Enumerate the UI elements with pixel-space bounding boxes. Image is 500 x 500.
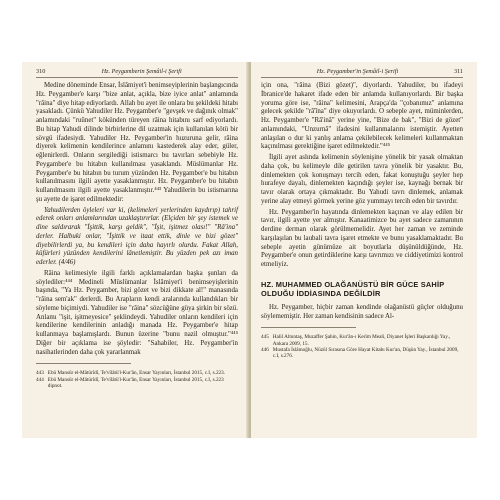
right-page-header: [261, 68, 463, 78]
left-page-number: 310: [36, 68, 46, 75]
footnote-446: 446 Mustafa İslâmoğlu, Nüzûl Sırasına Göre Hayat Kitabı Kur'an, Düşün Yay., İstanbul 2009, c.I, s.276.: [261, 346, 459, 360]
footnote-443: 443 Ebû Mansûr el-Mâtürîdî, Te'vîlâtü'l-Kur'ân, Ensar Yayınları, İstanbul 2015, c.I, s.223.: [36, 370, 226, 377]
left-page: [22, 62, 248, 438]
left-paragraph-3: Râina kelimesiyle ilgili farklı açıklamalardan başka şunları da söylediler:⁴⁴⁴ Medineli Müslümanlar İslâmiyet'i benimseyişlerinin başında, "Ya Hz. Peygamber, bizi gözet ve bizi dikkate al!" manasında "râina sem'ak" derlerdi. Bu Arapların kendi aralarında kullandıkları bir söyleme biçimiydi. Yahudiler ise "râina" sözcüğüne güya şirkin bir sözü. Anlamı "işit, işitmeyesice" şeklindeydi. Yahudiler onların kendileri için kendilerine kendilerinin anladığı manada Hz. Peygamber'e hitap kullanmaya başlamışlardı. Bunun üzerine "bunu nazil olmuştur."⁴⁴⁵ Diğer bir açıklama ise şöyledir: "Sahabiler, Hz. Peygamber'in nasihatlerinden daha çok yararlanmak: [36, 269, 238, 356]
left-page-header: [36, 68, 238, 78]
left-footnotes: [36, 370, 238, 389]
right-paragraph-4: Hz. Peygamber, hiçbir zaman kendinde olağanüstü güçler olduğunu söylememiştir. Her zaman kendisinin sadece Al-: [261, 303, 463, 320]
right-paragraph-3: Hz. Peygamber'in hayatında dinlemekten kaçınan ve alay edilen bir tavır, ilgili ayette yer almıştır. Kanaatimizce bu ayet sadece zamanının derdine derman olarak görülmemelidir. Ayet her zaman ve zeminde karşılaşılan bu laubali tavra işaret etmekte ve bunu yasaklamaktadır. Bu sebeple ayetin günümüze ait boyutlarla düşünüldüğünde, Hz. Peygamber'e onun getirdiklerine karşı tavrımızı ve ciddiyetimizi kontrol etmeliyiz.: [261, 208, 463, 268]
right-page-number: 311: [453, 68, 463, 75]
footnote-445: 445 Halil Altuntaş, Muzaffer Şahin, Kur'ân-ı Kerîm Meali, Diyanet İşleri Başkanlığı Yay., Ankara 2009, 15.: [261, 334, 451, 347]
left-paragraph-1: Medine döneminde Ensar, İslâmiyet'i benimseyiplerinin başlangıcında Hz. Peygamber'e karşı "bize anlat, açıkla, bize iyice anlat" anlamında "râina" diye hitap ediyorlardı. Allah bu ayet ile onlara bu şekildeki hitabı yasakladı. Çünkü Yahudiler Hz. Peygamber'e "gevşek ve dağınık olmak" anlamındaki "ruûnet" kökünden türeyen râina hitabını sarf ediyorlardı. Bu hitap Yahudi dilinde birbirlerine dil uzatmak için kullanılan kötü bir sövgü ifadesiydi. Yahudiler Hz. Peygamber'in huzuruna gelir, râina diyerek kelimenin kendilerince anlamını kastederek alay eder, güler, eğlenirlerdi. Onların sergilediği istismarcı bu tavırları sebebiyle Hz. Peygamber'e bu hitabın kullanılması yasaklandı. Müslümanlar Hz. Peygamber'e bu hitabın bu turum yüzünden Hz. Peygamber'e bu hitabın kullanılmasını ilgili ayette yasaklanmıştır. Hz. Peygamber'e bu hitabın kullanılmasını ilgili ayette yasaklanmıştır.⁴⁴³ Yahudilerin bu istismarına şu ayette de işaret edilmektedir:: [36, 82, 238, 203]
section-heading: HZ. MUHAMMED OLAĞANÜSTÜ BİR GÜCE SAHİP OLDUĞU İDDİASINDA DEĞİLDİR: [261, 279, 445, 298]
footnote-444: 444 Ebû Mansûr el-Mâtürîdî, Te'vîlâtü'l-Kur'ân, Ensar Yayınları, İstanbul 2015, c.I, s.223 dipnot.: [36, 376, 224, 389]
right-paragraph-2: İlgili ayet aslında kelimenin söylenişine yönelik bir yasak olmaktan daha çok, bu kelimeyle dile getirilen tavra yönelik bir yasaktır. Bu, dinlemekten çok konuşmayı tercih eden, fakat konuştuğu şeyler hep hurafeye dayalı, dinlemekten kaçındığı şeyler ise, kaynağı bernak bir tavır olarak ortaya çıkmaktadır. Bu Yahudi tavrı dinlemek, anlamak yerine alay etmeyi görmek yerine göz yummayı tercih eden bir tavırdır.: [261, 154, 463, 205]
right-running-title: Hz. Peygamber'in Şemâil-i Şerifi: [316, 68, 399, 75]
left-running-title: Hz. Peygamberin Şemâil-i Şerifi: [101, 68, 182, 75]
right-paragraph-1: için ona, "râina (Bizi gözet)", diyorlardı. Yahudiler, bu ifadeyi İbranice'de hakaret ifade eden bir anlamda kullanıyorlardı. Bir başka yoruma göre ise, "râina" kelimesini, Arapça'da "çobanımız" anlamına gelecek şekilde "râ'îna" diye okuyorlardı. O sebeple ayet, müminlerden, Hz. Peygamber'e "Râ'inâ" yerine yine, "Bize de bak", "Bizi de gözet" anlamındaki, "Unzurnâ" ifadesini kullanmalarını istemiştir. Ayetten anlaşılan o dur ki yanlış anlama çekilebilecek kelimeleri kullanmaktan kaçınılması gerektiğine işaret edilmektedir."⁴⁴⁵: [261, 82, 463, 151]
right-page: [251, 62, 477, 438]
right-footnote-rule: [261, 327, 356, 330]
left-quote-verse: Yahudilerden öyleleri var ki, (kelimeleri yerlerinden kaydırıp) tahrif ederek onları anlamlarından uzaklaştırırlar. (Elçiden bir şey istemek ve dine saldırarak "İşittik, karşı geldik", "İşit, işitmez olası!" "Râ'ina" derler. Halbuki onlar, "İşittik ve itaat ettik, dinle ve bizi gözet" diyebilirlerdi ya, bu kendileri için daha hayırlı olurdu. Fakat Allah, küfürleri yüzünden kendilerini lânetlemiştir. Bu yüzden pek azı iman ederler. (4/46): [36, 206, 238, 266]
right-footnotes: [261, 334, 463, 359]
left-footnote-rule: [36, 363, 131, 366]
